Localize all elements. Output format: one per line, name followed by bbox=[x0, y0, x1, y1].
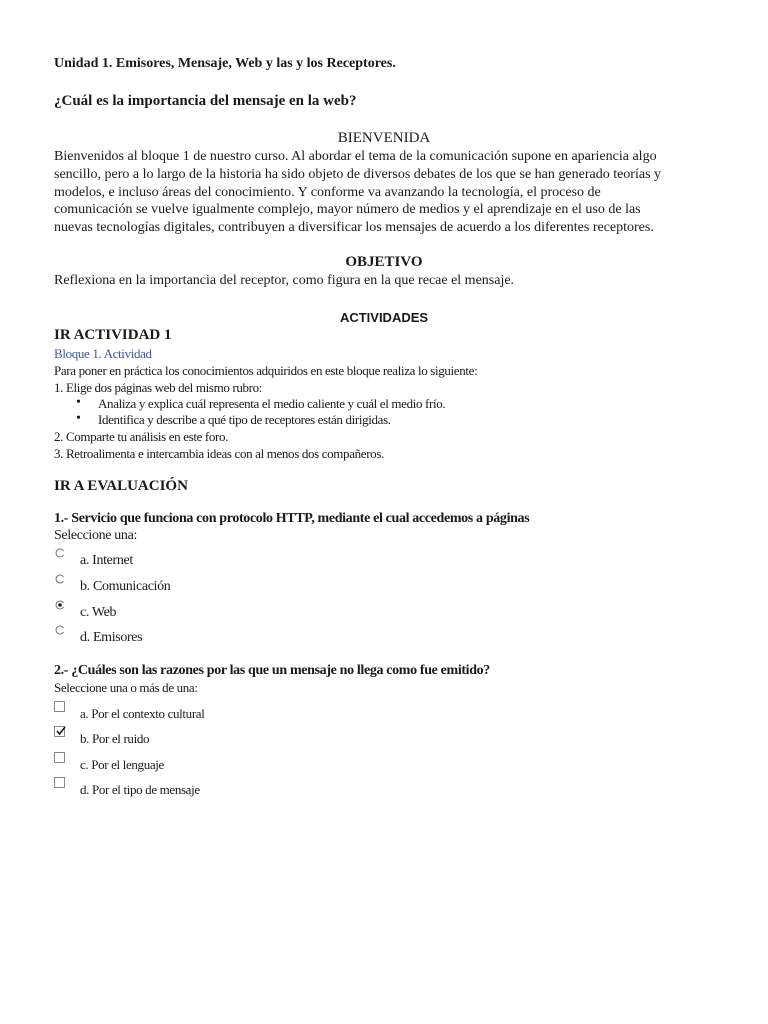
welcome-line: Bienvenidos al bloque 1 de nuestro curso. Al abordar el tema de la comunicación supone en apariencia algo bbox=[54, 149, 657, 164]
activity-bullet: Analiza y explica cuál representa el medio caliente y cuál el medio frío. bbox=[98, 396, 446, 411]
unit-title: Unidad 1. Emisores, Mensaje, Web y las y los Receptores. bbox=[54, 56, 396, 71]
welcome-line: comunicación se vuelve igualmente complejo, mayor número de medios y el aprendizaje en el uso de las bbox=[54, 202, 641, 218]
radio-button-a[interactable] bbox=[55, 548, 65, 558]
option-label[interactable]: d. Por el tipo de mensaje bbox=[80, 782, 200, 797]
option-label[interactable]: b. Comunicación bbox=[80, 579, 171, 594]
question-2-text: 2.- ¿Cuáles son las razones por las que un mensaje no llega como fue emitido? bbox=[54, 663, 490, 678]
checkbox-a[interactable] bbox=[54, 701, 65, 712]
option-label[interactable]: b. Por el ruido bbox=[80, 731, 150, 746]
welcome-heading: BIENVENIDA bbox=[337, 130, 431, 146]
checkbox-c[interactable] bbox=[54, 752, 65, 763]
checkmark-icon bbox=[55, 725, 67, 737]
radio-button-d[interactable] bbox=[55, 625, 65, 635]
welcome-paragraph bbox=[54, 148, 714, 237]
radio-button-b[interactable] bbox=[55, 574, 65, 584]
welcome-line: modelos, e incluso áreas del conocimiento. Y conforme va avanzando la tecnología, el proceso de bbox=[54, 184, 601, 200]
question-title: ¿Cuál es la importancia del mensaje en la web? bbox=[54, 93, 357, 109]
welcome-line: sencillo, pero a lo largo de la historia ha sido objeto de diversos debates de los que se han generado teorías y bbox=[54, 166, 662, 182]
option-label[interactable]: d. Emisores bbox=[80, 630, 143, 645]
checkbox-b-checked[interactable] bbox=[54, 726, 65, 737]
activity-bullet: Identifica y describe a qué tipo de receptores están dirigidas. bbox=[98, 412, 391, 427]
evaluation-link[interactable]: IR A EVALUACIÓN bbox=[54, 478, 188, 494]
activity-step-1: 1. Elige dos páginas web del mismo rubro: bbox=[54, 380, 263, 395]
question-1-instruction: Seleccione una: bbox=[54, 528, 137, 543]
activity-intro: Para poner en práctica los conocimientos adquiridos en este bloque realiza lo siguiente: bbox=[54, 363, 478, 378]
welcome-line: nuevas tecnologías digitales, contribuyen a diversificar los mensajes de acuerdo a los diferentes receptores. bbox=[54, 220, 654, 236]
activity-step-2: 2. Comparte tu análisis en este foro. bbox=[54, 429, 229, 444]
block-activity-label: Bloque 1. Actividad bbox=[54, 346, 152, 361]
objective-text: Reflexiona en la importancia del receptor, como figura en la que recae el mensaje. bbox=[54, 273, 515, 288]
bullet-icon: • bbox=[76, 395, 81, 410]
checkbox-d[interactable] bbox=[54, 777, 65, 788]
option-label[interactable]: a. Internet bbox=[80, 553, 133, 568]
radio-button-c-selected[interactable] bbox=[55, 600, 65, 610]
option-label[interactable]: a. Por el contexto cultural bbox=[80, 706, 205, 721]
activity-link[interactable]: IR ACTIVIDAD 1 bbox=[54, 327, 172, 343]
question-1-text: 1.- Servicio que funciona con protocolo HTTP, mediante el cual accedemos a páginas bbox=[54, 511, 530, 526]
bullet-icon: • bbox=[76, 411, 81, 426]
option-label[interactable]: c. Web bbox=[80, 605, 117, 620]
activity-step-3: 3. Retroalimenta e intercambia ideas con al menos dos compañeros. bbox=[54, 446, 384, 461]
objective-heading: OBJETIVO bbox=[345, 254, 423, 270]
option-label[interactable]: c. Por el lenguaje bbox=[80, 757, 164, 772]
activities-heading: ACTIVIDADES bbox=[339, 310, 429, 325]
question-2-instruction: Seleccione una o más de una: bbox=[54, 680, 198, 695]
